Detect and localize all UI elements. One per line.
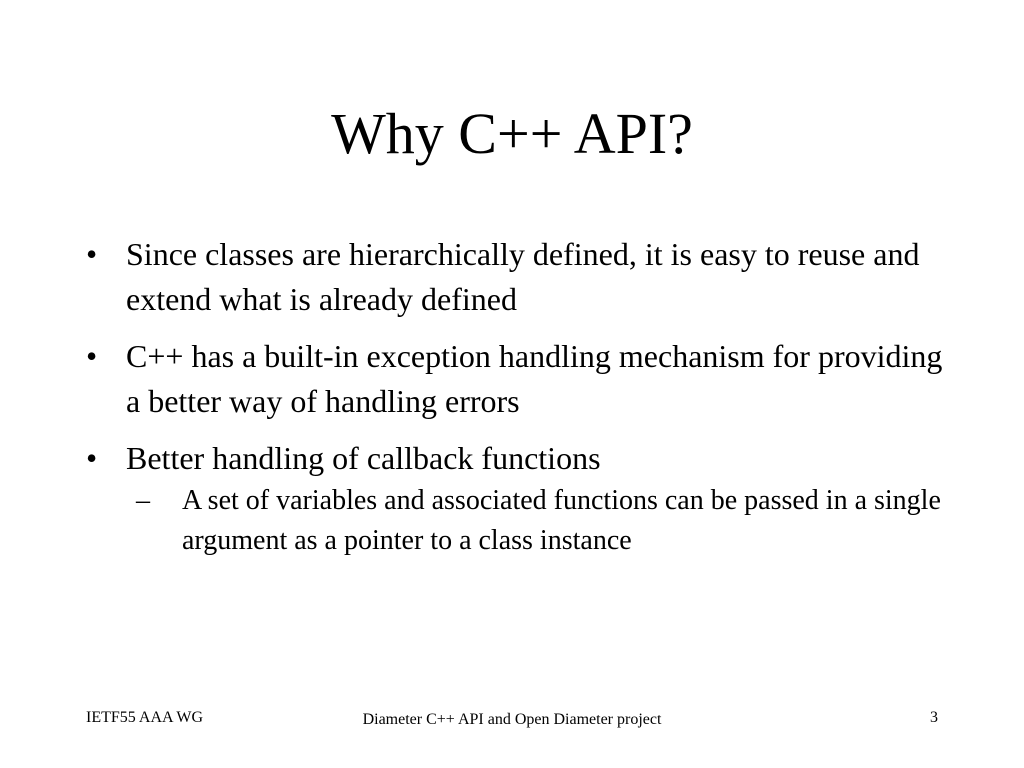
bullet-marker: • [86,236,98,272]
footer-center-text: Diameter C++ API and Open Diameter project [362,711,662,728]
bullet-text: C++ has a built-in exception handling mechanism for providing a better way of handling errors [126,338,943,419]
page-number: 3 [930,709,938,726]
bullet-text: Since classes are hierarchically defined, it is easy to reuse and extend what is already defined [126,236,920,317]
bullet-item [86,232,946,322]
slide-title: Why C++ API? [331,101,693,166]
bullet-marker: • [86,338,98,374]
sub-bullet-marker: – [136,485,150,516]
footer-left-text: IETF55 AAA WG [86,709,204,726]
sub-bullet-list [126,481,946,561]
bullet-item [86,334,946,424]
bullet-list [86,232,946,573]
bullet-item [86,436,946,561]
bullet-text: Better handling of callback functions [126,440,601,476]
bullet-marker: • [86,440,98,476]
sub-bullet-item [136,481,946,561]
sub-bullet-text: A set of variables and associated functions can be passed in a single argument as a pointer to a class instance [182,485,941,556]
